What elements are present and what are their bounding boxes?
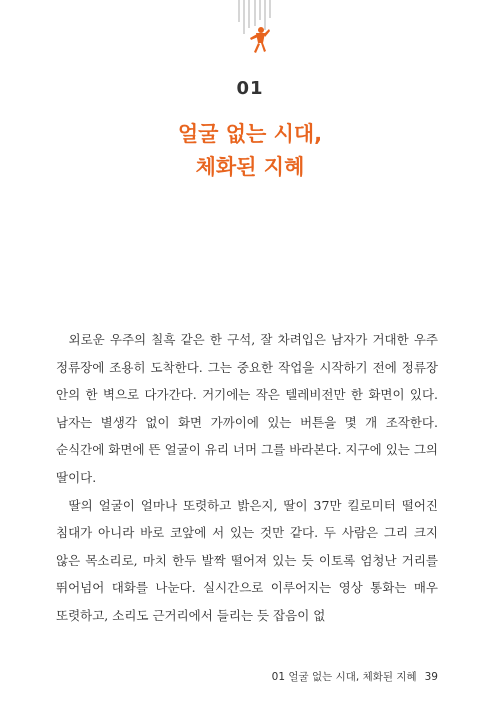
paragraph-2: 딸의 얼굴이 얼마나 또렷하고 밝은지, 딸이 37만 킬로미터 떨어진 침대가 아니라 바로 코앞에 서 있는 것만 같다. 두 사람은 그리 크지 않은 목소리로, 마치 한두 발짝 떨어져 있는 듯 이토록 엄청난 거리를 뛰어넘어 대화를 나눈다. 실시간으로 이루어지는 영상 통화는 매우 또렷하고, 소리도 근거리에서 들리는 듯 잡음이 없 (56, 497, 438, 623)
paragraph-1: 외로운 우주의 칠흑 같은 한 구석, 잘 차려입은 남자가 거대한 우주 정류장에 조용히 도착한다. 그는 중요한 작업을 시작하기 전에 정류장 안의 한 벽으로 다가간다. 거기에는 작은 텔레비전만 한 화면이 있다. 남자는 별생각 없이 화면 가까이에 있는 버튼을 몇 개 조작한다. 순식간에 화면에 뜬 얼굴이 유리 너머 그를 바라본다. 지구에 있는 그의 딸이다. (56, 332, 438, 485)
chapter-title-line-2: 체화된 지혜 (195, 155, 305, 179)
chapter-title-line-1: 얼굴 없는 시대, (177, 122, 323, 146)
chapter-title (0, 118, 500, 184)
chapter-number: 01 (236, 78, 264, 99)
page-footer (272, 669, 438, 684)
running-title: 01 얼굴 없는 시대, 체화된 지혜 (271, 671, 417, 683)
body-text (56, 326, 438, 630)
hanging-figure-icon (232, 0, 278, 62)
page-number: 39 (424, 671, 438, 683)
